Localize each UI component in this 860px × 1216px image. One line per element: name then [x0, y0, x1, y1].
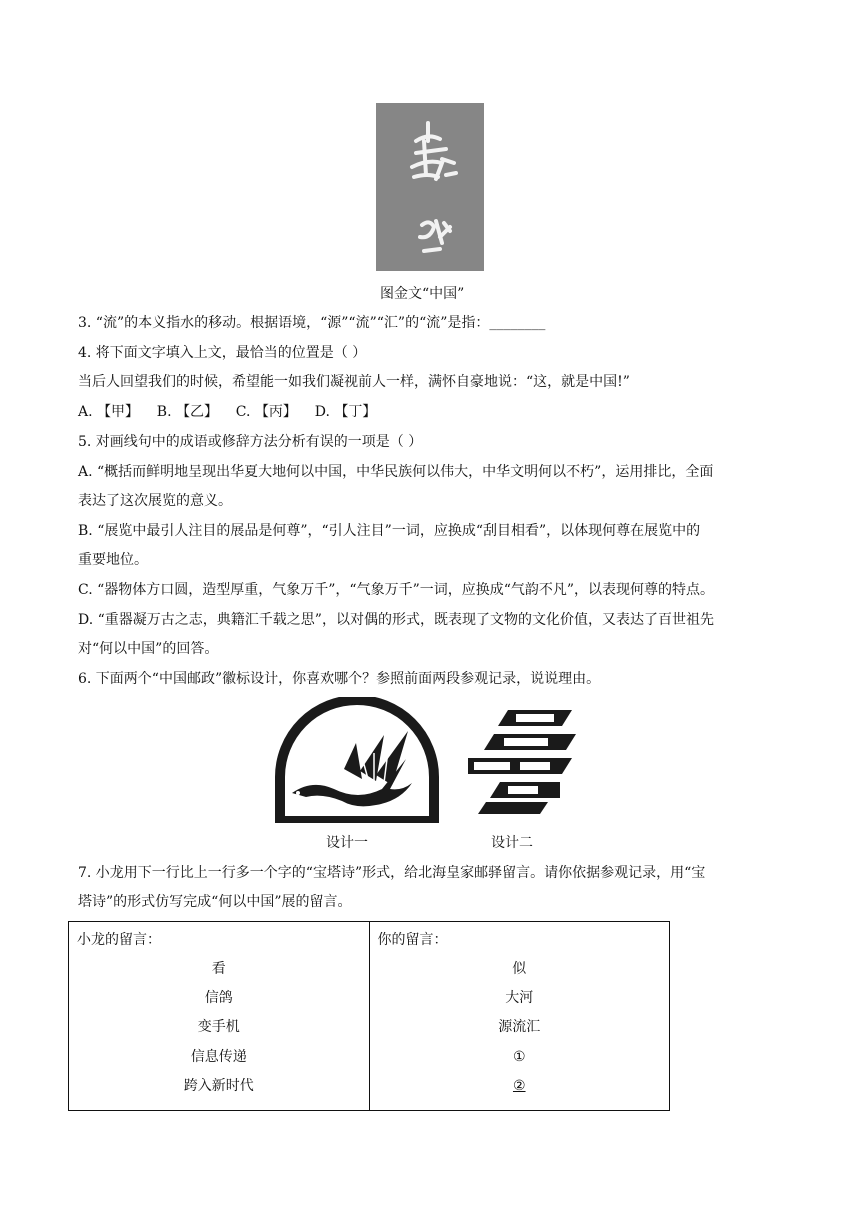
xiaolong-message-cell	[69, 922, 370, 1111]
question-3: 3. “流”的本义指水的移动。根据语境，“源”“流”“汇”的“流”是指：________	[78, 315, 546, 331]
question-4: 4. 将下面文字填入上文，最恰当的位置是（ ）	[78, 345, 367, 361]
your-line-4-blank[interactable]: ①	[512, 1049, 526, 1065]
xiaolong-message-title: 小龙的留言：	[77, 932, 161, 948]
question-5-option-d: D. “重器凝万古之志，典籍汇千载之思”，以对偶的形式，既表现了文物的文化价值，又表达了百世祖先	[78, 612, 714, 628]
your-line-5-marker: ②	[512, 1078, 526, 1094]
design-1-caption: 设计一	[326, 835, 368, 851]
your-line-1: 似	[512, 961, 527, 977]
question-5-option-b-cont: 重要地位。	[78, 552, 148, 568]
jinwen-zhongguo-image	[376, 103, 484, 271]
postal-logo-design-1-icon	[272, 697, 442, 823]
xiaolong-line-4: 信息传递	[190, 1049, 247, 1065]
postal-logo-design-2-icon	[464, 706, 580, 818]
your-line-2: 大河	[505, 990, 534, 1006]
question-5-option-a: A. “概括而鲜明地呈现出华夏大地何以中国，中华民族何以伟大，中华文明何以不朽”，运用排比，全面	[78, 464, 714, 480]
your-line-5-blank[interactable]	[370, 1076, 670, 1096]
figure-caption: 图金文“中国”	[380, 286, 465, 302]
xiaolong-line-2: 信鸽	[204, 990, 233, 1006]
message-table	[68, 921, 670, 1111]
question-5-option-a-cont: 表达了这次展览的意义。	[78, 493, 232, 509]
question-5-option-c: C. “器物体方口圆，造型厚重，气象万千”，“气象万千”一词，应换成“气韵不凡”，以表现何尊的特点。	[78, 582, 715, 598]
your-message-title: 你的留言：	[377, 932, 448, 948]
question-7-cont: 塔诗”的形式仿写完成“何以中国”展的留言。	[78, 894, 352, 910]
your-message-cell	[369, 922, 670, 1111]
design-2-caption: 设计二	[491, 835, 533, 851]
your-line-3: 源流汇	[498, 1019, 541, 1035]
jinwen-glyphs-icon	[376, 103, 484, 271]
question-6: 6. 下面两个“中国邮政”徽标设计，你喜欢哪个？参照前面两段参观记录，说说理由。	[78, 671, 601, 687]
question-7: 7. 小龙用下一行比上一行多一个字的“宝塔诗”形式，给北海皇家邮驿留言。请你依据参观记录，用“宝	[78, 865, 706, 881]
xiaolong-line-5: 跨入新时代	[183, 1078, 254, 1094]
question-5: 5. 对画线句中的成语或修辞方法分析有误的一项是（ ）	[78, 434, 423, 450]
question-4-sentence: 当后人回望我们的时候，希望能一如我们凝视前人一样，满怀自豪地说：“这，就是中国!”	[78, 374, 630, 390]
xiaolong-line-3: 变手机	[197, 1019, 240, 1035]
question-5-option-b: B. “展览中最引人注目的展品是何尊”，“引人注目”一词，应换成“刮目相看”，以体现何尊在展览中的	[78, 523, 701, 539]
question-4-options: A. 【甲】 B. 【乙】 C. 【丙】 D. 【丁】	[78, 404, 377, 420]
xiaolong-line-1: 看	[211, 961, 226, 977]
question-5-option-d-cont: 对“何以中国”的回答。	[78, 641, 219, 657]
